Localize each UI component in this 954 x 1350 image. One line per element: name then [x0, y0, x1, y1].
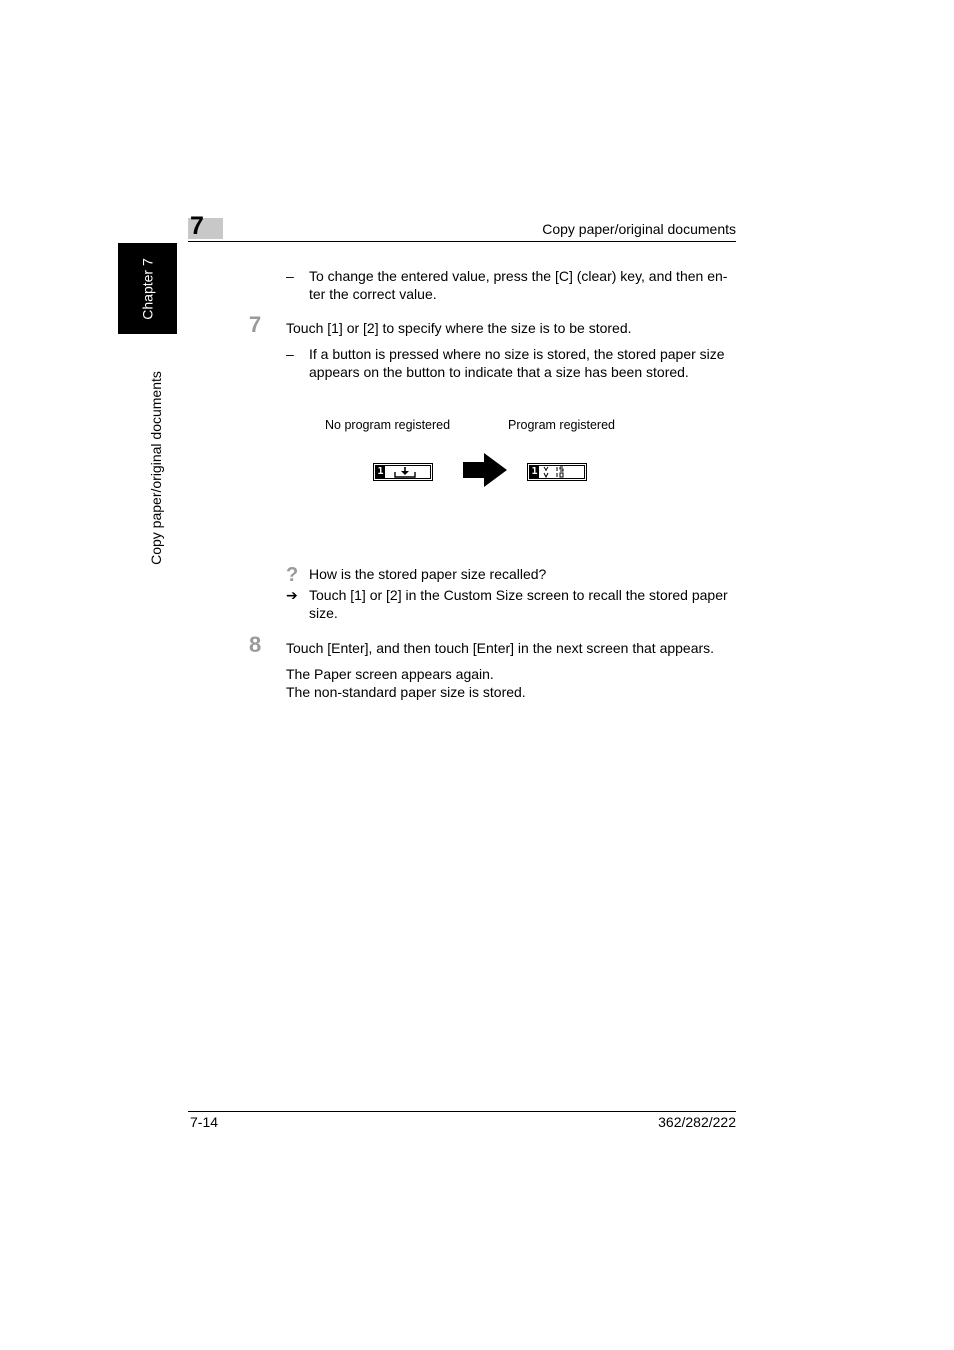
- step8-number: 8: [249, 632, 262, 657]
- stored-size-icon: [542, 465, 572, 479]
- page-number: 7-14: [190, 1114, 219, 1130]
- question-icon: ?: [286, 564, 299, 586]
- step8-text: Touch [Enter], and then touch [Enter] in the next screen that appears.: [286, 640, 715, 656]
- bullet1-line1: To change the entered value, press the [C] (clear) key, and then en-: [309, 268, 728, 284]
- answer-line2: size.: [309, 605, 338, 621]
- answer-text: [309, 586, 739, 622]
- store-arrow-icon: [392, 465, 418, 479]
- result-line1: The Paper screen appears again.: [286, 666, 494, 682]
- section-side-label: Copy paper/original documents: [147, 370, 164, 565]
- answer-line1: Touch [1] or [2] in the Custom Size screen to recall the stored paper: [309, 587, 728, 603]
- figure-label-no-program: No program registered: [325, 418, 451, 432]
- arrow-right-icon: [462, 452, 508, 488]
- memory-button-stored: [527, 463, 587, 481]
- memory-button-stored-number: 1: [531, 466, 538, 477]
- bullet1-marker: –: [286, 268, 294, 284]
- figure-label-program: Program registered: [508, 418, 615, 432]
- question-text: How is the stored paper size recalled?: [309, 566, 547, 582]
- bullet1-text: [309, 267, 739, 303]
- result-text: [286, 665, 526, 701]
- memory-button-empty-number: 1: [377, 466, 384, 477]
- section-side-label-wrap: [118, 345, 193, 590]
- bullet1-line2: ter the correct value.: [309, 286, 437, 302]
- memory-button-empty: [373, 463, 433, 481]
- chapter-side-tab-label: Chapter 7: [139, 257, 156, 320]
- chapter-side-tab-label-wrap: [118, 243, 177, 334]
- bullet2-line2: appears on the button to indicate that a size has been stored.: [309, 364, 689, 380]
- footer-rule: [188, 1111, 736, 1112]
- bullet2-text: [309, 345, 739, 381]
- answer-arrow-icon: ➔: [286, 587, 298, 603]
- header-title: Copy paper/original documents: [542, 221, 736, 237]
- step7-number: 7: [249, 312, 262, 337]
- header-rule: [188, 241, 736, 242]
- chapter-number: 7: [190, 212, 204, 240]
- bullet2-marker: –: [286, 346, 294, 362]
- result-line2: The non-standard paper size is stored.: [286, 684, 526, 700]
- bullet2-line1: If a button is pressed where no size is stored, the stored paper size: [309, 346, 725, 362]
- step7-text: Touch [1] or [2] to specify where the size is to be stored.: [286, 320, 632, 336]
- model-number: 362/282/222: [658, 1114, 736, 1130]
